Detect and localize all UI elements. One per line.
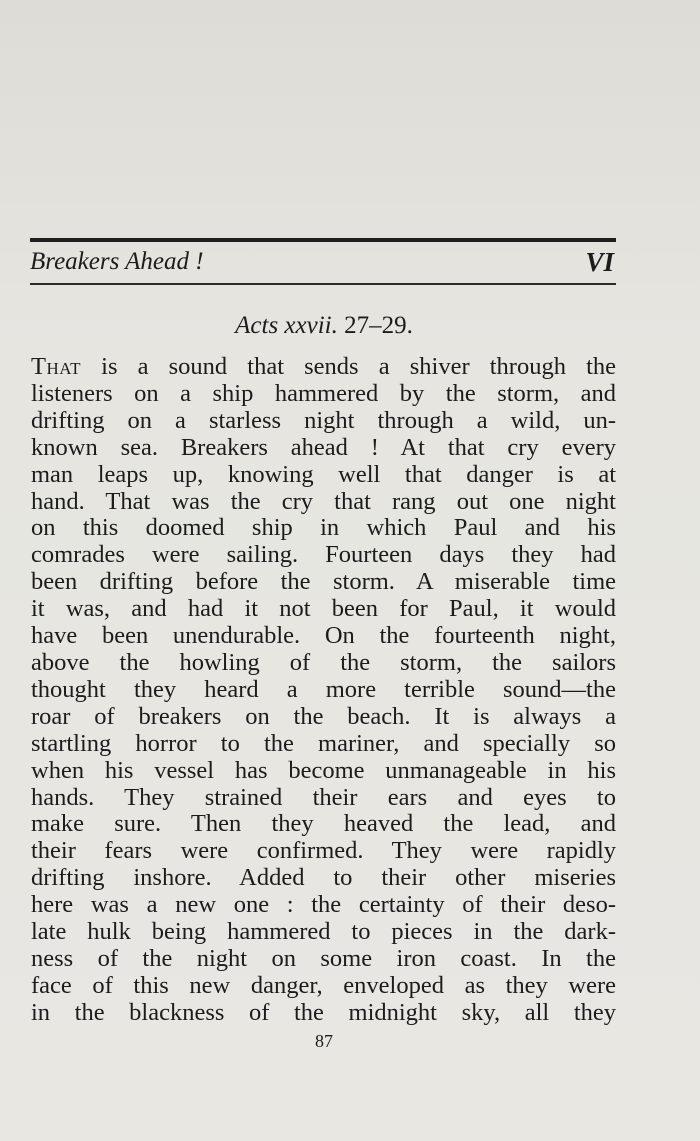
body-line: in the blackness of the midnight sky, all they <box>31 998 616 1026</box>
body-line: known sea. Breakers ahead ! At that cry every <box>31 433 616 461</box>
body-line: hands. They strained their ears and eyes to <box>31 783 616 811</box>
body-line: when his vessel has become unmanageable in his <box>31 756 616 784</box>
body-line: That is a sound that sends a shiver through the <box>31 353 616 380</box>
body-line: have been unendurable. On the fourteenth night, <box>31 622 616 650</box>
body-line: on this doomed ship in which Paul and his <box>31 514 616 542</box>
body-line: face of this new danger, enveloped as they were <box>31 971 616 999</box>
chapter-title: Breakers Ahead ! <box>30 248 204 275</box>
running-header <box>30 246 616 278</box>
body-line: comrades were sailing. Fourteen days they had <box>31 541 616 569</box>
header-rule-top <box>30 238 616 242</box>
body-line: listeners on a ship hammered by the storm, and <box>31 379 616 407</box>
body-line: ness of the night on some iron coast. In the <box>31 944 616 972</box>
scripture-verses: 27–29. <box>344 312 413 339</box>
body-line: been drifting before the storm. A miserable time <box>31 568 616 596</box>
drop-word: That <box>31 353 82 380</box>
body-line: late hulk being hammered to pieces in the dark- <box>31 918 616 946</box>
body-line: drifting on a starless night through a wild, un- <box>31 406 616 434</box>
header-rule-bottom <box>30 283 616 285</box>
body-text <box>31 354 616 1027</box>
body-line: here was a new one : the certainty of their deso- <box>31 891 616 919</box>
body-line: drifting inshore. Added to their other miseries <box>31 864 616 892</box>
body-line: it was, and had it not been for Paul, it would <box>31 595 616 623</box>
chapter-number: VI <box>585 247 614 277</box>
scripture-reference <box>0 311 648 341</box>
body-line: thought they heard a more terrible sound—the <box>31 675 616 703</box>
body-line: make sure. Then they heaved the lead, and <box>31 810 616 838</box>
body-line: man leaps up, knowing well that danger is at <box>31 460 616 488</box>
page-number: 87 <box>315 1031 333 1051</box>
body-line: hand. That was the cry that rang out one night <box>31 487 616 515</box>
body-line: their fears were confirmed. They were rapidly <box>31 837 616 865</box>
body-line: startling horror to the mariner, and specially so <box>31 729 616 757</box>
body-line: above the howling of the storm, the sailors <box>31 648 616 676</box>
scripture-book-chapter: Acts xxvii. <box>235 312 338 339</box>
body-line: roar of breakers on the beach. It is always a <box>31 702 616 730</box>
